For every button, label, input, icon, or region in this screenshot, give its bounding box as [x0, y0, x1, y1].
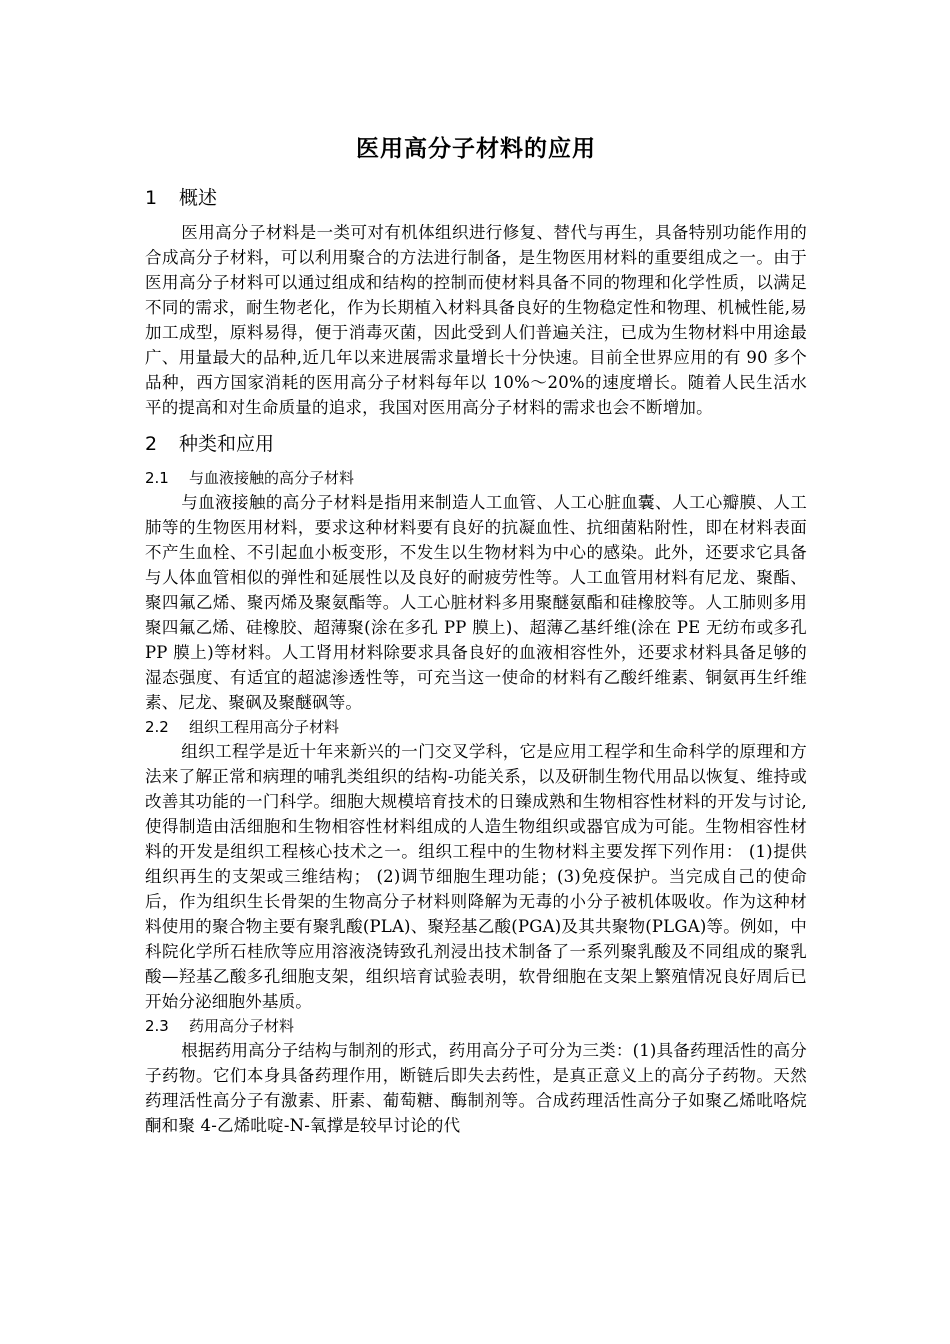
subsection-number: 2.1	[145, 469, 169, 487]
tissue-engineering-paragraph: 组织工程学是近十年来新兴的一门交叉学科，它是应用工程学和生命科学的原理和方法来了解正常和病理的哺乳类组织的结构-功能关系，以及研制生物代用品以恢复、维持或改善其功能的一门科学。细胞大规模培育技术的日臻成熟和生物相容性材料的开发与讨论,使得制造由活细胞和生物相容性材料组成的人造生物组织或器官成为可能。生物相容性材料的开发是组织工程核心技术之一。组织工程中的生物材料主要发挥下列作用： (1)提供组织再生的支架或三维结构； (2)调节细胞生理功能；(3)免疫保护。当完成自己的使命后，作为组织生长骨架的生物高分子材料则降解为无毒的小分子被机体吸收。作为这种材料使用的聚合物主要有聚乳酸(PLA)、聚羟基乙酸(PGA)及其共聚物(PLGA)等。例如，中科院化学所石桂欣等应用溶液浇铸致孔剂浸出技术制备了一系列聚乳酸及不同组成的聚乳酸—羟基乙酸多孔细胞支架，组织培育试验表明，软骨细胞在支架上繁殖情况良好周后已开始分泌细胞外基质。	[145, 742, 807, 1011]
subsection-heading-pharmaceutical	[145, 1014, 807, 1038]
overview-paragraph: 医用高分子材料是一类可对有机体组织进行修复、替代与再生，具备特别功能作用的合成高分子材料，可以利用聚合的方法进行制备，是生物医用材料的重要组成之一。由于医用高分子材料可以通过组成和结构的控制而使材料具备不同的物理和化学性质，以满足不同的需求，耐生物老化，作为长期植入材料具备良好的生物稳定性和物理、机械性能,易加工成型，原料易得，便于消毒灭菌，因此受到人们普遍关注，已成为生物材料中用途最广、用量最大的品种,近几年以来进展需求量增长十分快速。目前全世界应用的有 90 多个品种，西方国家消耗的医用高分子材料每年以 10%～20%的速度增长。随着人民生活水平的提高和对生命质量的追求，我国对医用高分子材料的需求也会不断增加。	[145, 223, 807, 417]
document-page	[145, 132, 807, 1138]
document-title: 医用高分子材料的应用	[356, 136, 596, 162]
section-title: 概述	[179, 187, 218, 209]
section-number: 2	[145, 433, 158, 455]
subsection-heading-blood-contact	[145, 466, 807, 490]
section-title: 种类和应用	[179, 433, 275, 455]
section-heading-overview	[145, 184, 807, 212]
section-heading-types	[145, 430, 807, 458]
blood-contact-paragraph: 与血液接触的高分子材料是指用来制造人工血管、人工心脏血囊、人工心瓣膜、人工肺等的生物医用材料，要求这种材料要有良好的抗凝血性、抗细菌粘附性，即在材料表面不产生血栓、不引起血小板变形，不发生以生物材料为中心的感染。此外，还要求它具备与人体血管相似的弹性和延展性以及良好的耐疲劳性等。人工血管用材料有尼龙、聚酯、聚四氟乙烯、聚丙烯及聚氨酯等。人工心脏材料多用聚醚氨酯和硅橡胶等。人工肺则多用聚四氟乙烯、硅橡胶、超薄聚(涂在多孔 PP 膜上)、超薄乙基纤维(涂在 PE 无纺布或多孔 PP 膜上)等材料。人工肾用材料除要求具备良好的血液相容性外，还要求材料具备足够的湿态强度、有适宜的超滤渗透性等，可充当这一使命的材料有乙酸纤维素、铜氨再生纤维素、尼龙、聚砜及聚醚砜等。	[145, 493, 807, 712]
subsection-number: 2.3	[145, 1017, 169, 1035]
subsection-title: 组织工程用高分子材料	[189, 718, 340, 736]
section-number: 1	[145, 187, 158, 209]
subsection-title: 药用高分子材料	[189, 1017, 295, 1035]
subsection-title: 与血液接触的高分子材料	[189, 469, 355, 487]
subsection-heading-tissue-engineering	[145, 715, 807, 739]
pharmaceutical-paragraph: 根据药用高分子结构与制剂的形式，药用高分子可分为三类：(1)具备药理活性的高分子药物。它们本身具备药理作用，断链后即失去药性，是真正意义上的高分子药物。天然药理活性高分子有激素、肝素、葡萄糖、酶制剂等。合成药理活性高分子如聚乙烯吡咯烷酮和聚 4-乙烯吡啶-N-氧撑是较早讨论的代	[145, 1041, 807, 1135]
subsection-number: 2.2	[145, 718, 169, 736]
